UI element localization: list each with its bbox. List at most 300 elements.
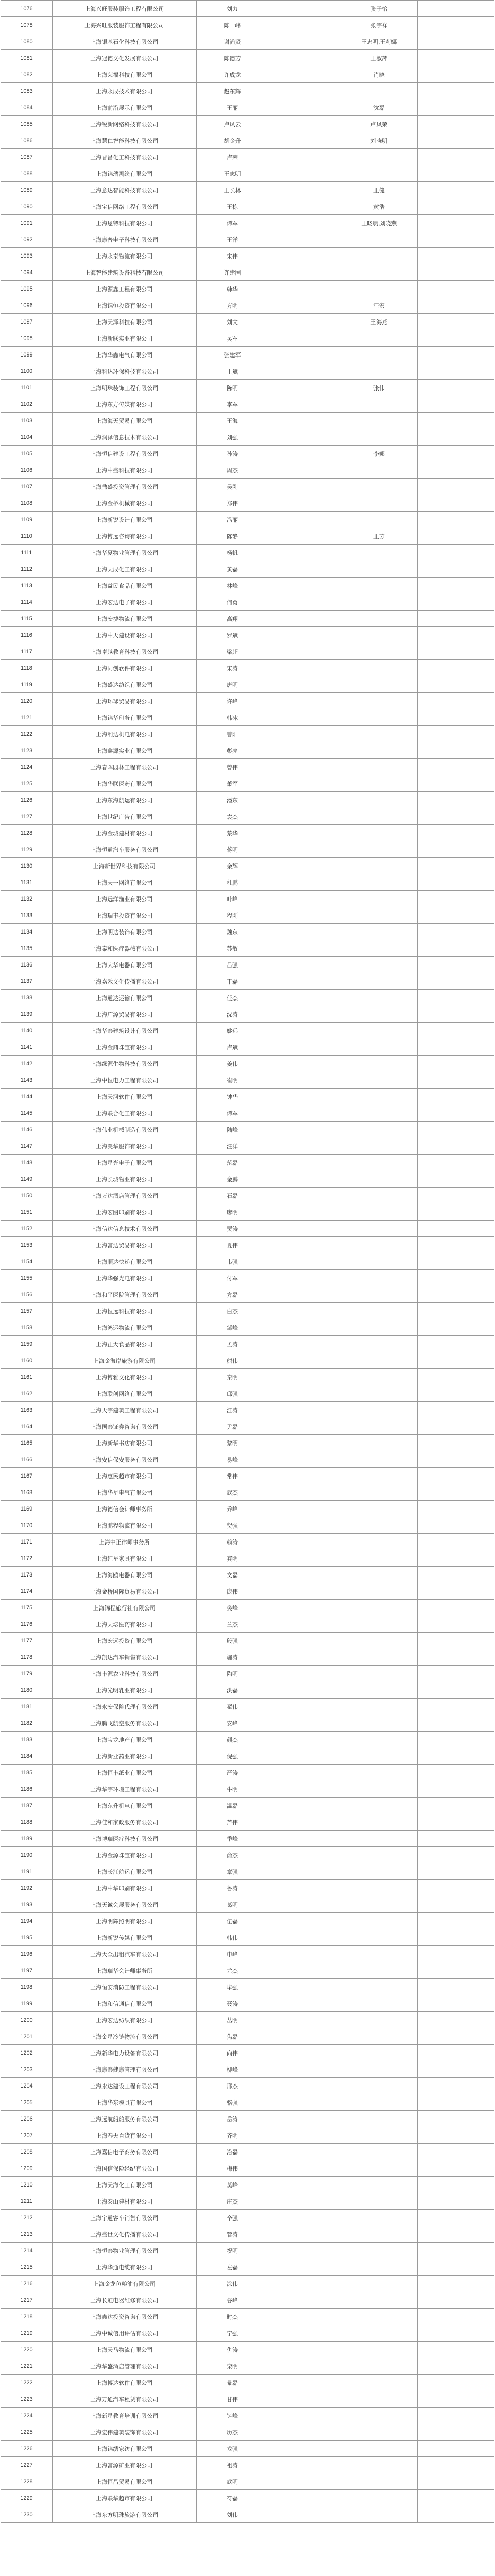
table-row	[1, 50, 494, 66]
row-name-1: 谢尚贤	[197, 33, 269, 49]
row-name-2	[268, 1979, 340, 1995]
row-note	[418, 2061, 494, 2077]
row-note	[418, 2490, 494, 2506]
row-name-1: 谭军	[197, 1105, 269, 1121]
row-unit: 上海锦程旅行社有限公司	[53, 1600, 197, 1616]
row-seq: 1154	[1, 1253, 53, 1269]
table-row	[1, 248, 494, 264]
row-name-1: 岳涛	[197, 2111, 269, 2127]
row-name-3	[340, 1616, 418, 1632]
row-unit: 上海明珠装饰工程有限公司	[53, 380, 197, 396]
row-unit: 上海泰和医疗器械有限公司	[53, 940, 197, 956]
table-row	[1, 594, 494, 611]
row-name-2	[268, 1237, 340, 1253]
row-note	[418, 858, 494, 874]
row-name-1: 王志明	[197, 165, 269, 181]
table-row	[1, 1023, 494, 1039]
table-row	[1, 874, 494, 891]
row-name-1: 郑伟	[197, 495, 269, 511]
row-name-3	[340, 726, 418, 742]
row-name-2	[268, 1517, 340, 1533]
row-name-1: 姜伟	[197, 1056, 269, 1072]
row-name-2	[268, 1732, 340, 1748]
row-unit: 上海宏远投资有限公司	[53, 1633, 197, 1649]
row-seq: 1129	[1, 841, 53, 857]
row-name-3	[340, 1929, 418, 1945]
row-unit: 上海东方明珠旅游有限公司	[53, 2506, 197, 2522]
row-unit: 上海光明乳业有限公司	[53, 1682, 197, 1698]
row-name-3	[340, 2358, 418, 2374]
row-unit: 上海和平医院管理有限公司	[53, 1286, 197, 1302]
row-seq: 1190	[1, 1847, 53, 1863]
row-unit: 上海利达机电有限公司	[53, 726, 197, 742]
row-name-3	[340, 924, 418, 940]
row-name-1: 张建军	[197, 347, 269, 363]
row-note	[418, 446, 494, 462]
row-unit: 上海和信通信有限公司	[53, 1995, 197, 2011]
row-unit: 上海恒丰纸业有限公司	[53, 1765, 197, 1781]
table-row	[1, 1286, 494, 1303]
row-note	[418, 2441, 494, 2456]
row-name-1: 袁杰	[197, 808, 269, 824]
row-unit: 上海通达运输有限公司	[53, 990, 197, 1006]
row-name-1: 甘伟	[197, 2391, 269, 2407]
row-seq: 1179	[1, 1666, 53, 1682]
row-seq: 1119	[1, 676, 53, 692]
table-row	[1, 1831, 494, 1847]
table-row	[1, 479, 494, 495]
row-name-1: 梁超	[197, 643, 269, 659]
table-row	[1, 2325, 494, 2342]
row-name-2	[268, 907, 340, 923]
row-note	[418, 2375, 494, 2391]
table-row	[1, 2457, 494, 2473]
row-seq: 1146	[1, 1122, 53, 1138]
row-name-2	[268, 2226, 340, 2242]
row-unit: 上海富达贸易有限公司	[53, 1237, 197, 1253]
row-note	[418, 1501, 494, 1517]
row-seq: 1080	[1, 33, 53, 49]
row-unit: 上海恒泰物业管理有限公司	[53, 2243, 197, 2259]
row-name-1: 向伟	[197, 2045, 269, 2061]
row-name-2	[268, 1962, 340, 1978]
row-unit: 上海东升机电有限公司	[53, 1798, 197, 1814]
row-note	[418, 2094, 494, 2110]
row-note	[418, 990, 494, 1006]
row-name-2	[268, 2193, 340, 2209]
row-name-3	[340, 940, 418, 956]
row-name-1: 卢荣	[197, 149, 269, 165]
row-name-2	[268, 759, 340, 775]
row-name-3	[340, 1237, 418, 1253]
row-name-3	[340, 2441, 418, 2456]
row-name-1: 陈静	[197, 528, 269, 544]
row-name-3	[340, 1946, 418, 1962]
row-seq: 1148	[1, 1155, 53, 1171]
row-name-1: 王斌	[197, 363, 269, 379]
table-row	[1, 330, 494, 347]
row-unit: 上海宝龙地产有限公司	[53, 1732, 197, 1748]
table-row	[1, 1072, 494, 1089]
table-row	[1, 2094, 494, 2111]
row-name-2	[268, 1880, 340, 1896]
row-seq: 1189	[1, 1831, 53, 1846]
row-name-1: 江涛	[197, 1402, 269, 1418]
row-name-2	[268, 2177, 340, 2193]
row-seq: 1177	[1, 1633, 53, 1649]
row-unit: 上海绿源生物科技有限公司	[53, 1056, 197, 1072]
row-name-3: 汪宏	[340, 297, 418, 313]
row-name-1: 栾明	[197, 2358, 269, 2374]
row-name-3: 黄浩	[340, 198, 418, 214]
row-name-1: 刘强	[197, 429, 269, 445]
row-name-2	[268, 1550, 340, 1566]
table-row	[1, 2061, 494, 2078]
row-unit: 上海明达装饰有限公司	[53, 924, 197, 940]
table-row	[1, 231, 494, 248]
row-seq: 1105	[1, 446, 53, 462]
row-unit: 上海万通汽车租赁有限公司	[53, 2391, 197, 2407]
row-name-2	[268, 17, 340, 33]
row-seq: 1084	[1, 99, 53, 115]
row-name-1: 赵东辉	[197, 83, 269, 99]
row-seq: 1175	[1, 1600, 53, 1616]
row-name-3	[340, 1550, 418, 1566]
row-seq: 1223	[1, 2391, 53, 2407]
table-row	[1, 2045, 494, 2061]
row-note	[418, 709, 494, 725]
table-row	[1, 2243, 494, 2259]
row-name-2	[268, 1567, 340, 1583]
row-unit: 上海宏伟建筑装饰有限公司	[53, 2424, 197, 2440]
table-row	[1, 1814, 494, 1831]
row-name-1: 王海	[197, 413, 269, 429]
row-name-2	[268, 578, 340, 594]
row-note	[418, 825, 494, 841]
row-unit: 上海锦绣家纺有限公司	[53, 2441, 197, 2456]
row-seq: 1153	[1, 1237, 53, 1253]
row-name-3	[340, 2276, 418, 2292]
row-note	[418, 1418, 494, 1434]
row-name-3	[340, 2127, 418, 2143]
row-seq: 1115	[1, 611, 53, 626]
row-name-2	[268, 594, 340, 610]
row-name-3	[340, 1484, 418, 1500]
row-unit: 上海大华电器有限公司	[53, 957, 197, 973]
row-name-1: 何勇	[197, 594, 269, 610]
row-note	[418, 528, 494, 544]
row-name-1: 刘文	[197, 314, 269, 330]
row-name-3	[340, 578, 418, 594]
row-name-1: 柳峰	[197, 2061, 269, 2077]
row-unit: 上海新世界科技有限公司	[53, 858, 197, 874]
row-name-1: 吴刚	[197, 479, 269, 495]
row-note	[418, 297, 494, 313]
row-name-1: 潘东	[197, 792, 269, 808]
row-name-1: 安峰	[197, 1715, 269, 1731]
row-note	[418, 50, 494, 66]
row-unit: 上海盛世文化传播有限公司	[53, 2226, 197, 2242]
row-name-3	[340, 594, 418, 610]
row-name-3	[340, 330, 418, 346]
table-row	[1, 759, 494, 775]
row-note	[418, 1979, 494, 1995]
row-unit: 上海锦华印务有限公司	[53, 709, 197, 725]
row-name-3	[340, 1303, 418, 1319]
row-unit: 上海恒昌贸易有限公司	[53, 2473, 197, 2489]
row-note	[418, 231, 494, 247]
row-note	[418, 1336, 494, 1352]
row-unit: 上海兴旺服装服饰工程有限公司	[53, 17, 197, 33]
row-unit: 上海中诚信用评估有限公司	[53, 2325, 197, 2341]
row-note	[418, 429, 494, 445]
row-name-1: 孙涛	[197, 446, 269, 462]
row-unit: 上海大众出租汽车有限公司	[53, 1946, 197, 1962]
row-name-2	[268, 281, 340, 297]
row-seq: 1143	[1, 1072, 53, 1088]
table-row	[1, 2309, 494, 2325]
row-name-2	[268, 1171, 340, 1187]
row-unit: 上海春晖园林工程有限公司	[53, 759, 197, 775]
row-seq: 1102	[1, 396, 53, 412]
row-unit: 上海博瑞医疗科技有限公司	[53, 1831, 197, 1846]
row-name-3	[340, 2144, 418, 2160]
row-name-2	[268, 709, 340, 725]
table-row	[1, 1122, 494, 1138]
row-unit: 上海康普电子科技有限公司	[53, 231, 197, 247]
row-note	[418, 1204, 494, 1220]
row-seq: 1203	[1, 2061, 53, 2077]
table-row	[1, 1501, 494, 1517]
row-seq: 1134	[1, 924, 53, 940]
row-unit: 上海东海航运有限公司	[53, 792, 197, 808]
row-name-2	[268, 1006, 340, 1022]
row-seq: 1118	[1, 660, 53, 676]
row-name-2	[268, 2078, 340, 2094]
table-row	[1, 2391, 494, 2408]
row-name-1: 曾伟	[197, 759, 269, 775]
row-name-1: 钭峰	[197, 2408, 269, 2424]
row-name-2	[268, 1633, 340, 1649]
row-unit: 上海新星教育培训有限公司	[53, 2408, 197, 2424]
row-seq: 1137	[1, 973, 53, 989]
row-name-1: 洪磊	[197, 1682, 269, 1698]
row-name-3	[340, 2012, 418, 2028]
row-name-3	[340, 858, 418, 874]
table-row	[1, 1138, 494, 1155]
row-unit: 上海锐新网络科技有限公司	[53, 116, 197, 132]
row-seq: 1199	[1, 1995, 53, 2011]
row-seq: 1161	[1, 1369, 53, 1385]
table-row	[1, 2375, 494, 2391]
row-name-1: 历杰	[197, 2424, 269, 2440]
table-row	[1, 2441, 494, 2457]
row-name-1: 林峰	[197, 578, 269, 594]
row-seq: 1126	[1, 792, 53, 808]
row-seq: 1167	[1, 1468, 53, 1484]
row-name-2	[268, 990, 340, 1006]
row-name-2	[268, 1666, 340, 1682]
row-name-1: 陈德芳	[197, 50, 269, 66]
row-name-1: 王栋	[197, 198, 269, 214]
row-name-1: 季峰	[197, 1831, 269, 1846]
row-name-1: 崔明	[197, 1072, 269, 1088]
row-note	[418, 561, 494, 577]
row-note	[418, 347, 494, 363]
row-unit: 上海恒信建设工程有限公司	[53, 446, 197, 462]
row-unit: 上海凯达汽车销售有限公司	[53, 1649, 197, 1665]
row-name-3	[340, 2078, 418, 2094]
row-name-2	[268, 1896, 340, 1912]
row-name-3	[340, 1600, 418, 1616]
row-unit: 上海恒远科技有限公司	[53, 1303, 197, 1319]
row-note	[418, 2292, 494, 2308]
row-note	[418, 1995, 494, 2011]
row-name-3	[340, 907, 418, 923]
table-row	[1, 1237, 494, 1253]
row-seq: 1150	[1, 1188, 53, 1204]
row-unit: 上海国泰证券咨询有限公司	[53, 1418, 197, 1434]
row-name-1: 刘力	[197, 1, 269, 16]
row-unit: 上海天一网络有限公司	[53, 874, 197, 890]
row-unit: 上海新锐设计有限公司	[53, 512, 197, 528]
row-name-2	[268, 1122, 340, 1138]
row-seq: 1165	[1, 1435, 53, 1451]
table-row	[1, 2127, 494, 2144]
row-name-3	[340, 1105, 418, 1121]
row-unit: 上海永达建设工程有限公司	[53, 2078, 197, 2094]
row-name-3: 王晓晨,刘晓燕	[340, 215, 418, 231]
row-note	[418, 1534, 494, 1550]
row-seq: 1224	[1, 2408, 53, 2424]
row-name-2	[268, 2259, 340, 2275]
row-name-1: 谭军	[197, 215, 269, 231]
row-seq: 1144	[1, 1089, 53, 1105]
table-row	[1, 2226, 494, 2243]
table-row	[1, 1253, 494, 1270]
row-unit: 上海安信保安服务有限公司	[53, 1451, 197, 1467]
row-name-1: 廖明	[197, 1204, 269, 1220]
row-name-1: 殷强	[197, 1633, 269, 1649]
row-unit: 上海恒通汽车服务有限公司	[53, 841, 197, 857]
row-name-2	[268, 1155, 340, 1171]
row-note	[418, 165, 494, 181]
row-unit: 上海鹏程物流有限公司	[53, 1517, 197, 1533]
row-name-1: 方磊	[197, 1286, 269, 1302]
row-note	[418, 1451, 494, 1467]
row-name-1: 沈涛	[197, 1006, 269, 1022]
table-row	[1, 1979, 494, 1995]
row-unit: 上海金桥国际贸易有限公司	[53, 1583, 197, 1599]
table-row	[1, 1600, 494, 1616]
table-row	[1, 429, 494, 446]
row-name-3	[340, 1352, 418, 1368]
row-note	[418, 1352, 494, 1368]
row-unit: 上海嘉信电子商务有限公司	[53, 2144, 197, 2160]
row-note	[418, 1616, 494, 1632]
row-name-1: 陶明	[197, 1666, 269, 1682]
row-name-3	[340, 643, 418, 659]
row-unit: 上海远航船舶服务有限公司	[53, 2111, 197, 2127]
table-row	[1, 1188, 494, 1204]
row-name-1: 涂伟	[197, 2276, 269, 2292]
row-unit: 上海天海化工有限公司	[53, 2177, 197, 2193]
row-note	[418, 1798, 494, 1814]
row-name-1: 兰杰	[197, 1616, 269, 1632]
row-unit: 上海宏达纺织有限公司	[53, 2012, 197, 2028]
row-unit: 上海东方传媒有限公司	[53, 396, 197, 412]
row-seq: 1214	[1, 2243, 53, 2259]
row-note	[418, 2127, 494, 2143]
row-name-2	[268, 693, 340, 709]
row-note	[418, 495, 494, 511]
table-row	[1, 1781, 494, 1798]
row-seq: 1152	[1, 1221, 53, 1236]
row-name-1: 莫峰	[197, 2177, 269, 2193]
row-name-1: 聂涛	[197, 1995, 269, 2011]
row-note	[418, 1633, 494, 1649]
row-name-2	[268, 1484, 340, 1500]
row-name-3	[340, 1204, 418, 1220]
row-note	[418, 198, 494, 214]
row-unit: 上海腾飞航空服务有限公司	[53, 1715, 197, 1731]
row-name-2	[268, 1270, 340, 1286]
row-name-1: 汪洋	[197, 1138, 269, 1154]
table-row	[1, 1896, 494, 1913]
table-row	[1, 363, 494, 380]
row-name-2	[268, 2028, 340, 2044]
row-name-2	[268, 1056, 340, 1072]
row-name-3	[340, 792, 418, 808]
row-name-2	[268, 808, 340, 824]
row-name-2	[268, 1814, 340, 1830]
table-row	[1, 2490, 494, 2506]
row-seq: 1086	[1, 132, 53, 148]
table-row	[1, 940, 494, 957]
row-seq: 1216	[1, 2276, 53, 2292]
row-note	[418, 2078, 494, 2094]
row-name-2	[268, 1188, 340, 1204]
row-name-2	[268, 149, 340, 165]
row-name-1: 庄杰	[197, 2193, 269, 2209]
row-name-3	[340, 1765, 418, 1781]
row-seq: 1110	[1, 528, 53, 544]
row-name-2	[268, 1831, 340, 1846]
row-seq: 1124	[1, 759, 53, 775]
row-name-3	[340, 545, 418, 561]
row-seq: 1151	[1, 1204, 53, 1220]
row-unit: 上海华星电气有限公司	[53, 1484, 197, 1500]
row-name-2	[268, 1204, 340, 1220]
row-seq: 1157	[1, 1303, 53, 1319]
row-unit: 上海宇通客车销售有限公司	[53, 2210, 197, 2226]
row-name-2	[268, 1534, 340, 1550]
row-seq: 1112	[1, 561, 53, 577]
row-unit: 上海天河软件有限公司	[53, 1089, 197, 1105]
row-unit: 上海宏达电子有限公司	[53, 594, 197, 610]
row-note	[418, 940, 494, 956]
table-row	[1, 2292, 494, 2309]
table-row	[1, 2078, 494, 2094]
row-seq: 1094	[1, 264, 53, 280]
row-unit: 上海华夏物业管理有限公司	[53, 545, 197, 561]
row-seq: 1083	[1, 83, 53, 99]
row-note	[418, 792, 494, 808]
row-name-3	[340, 2045, 418, 2061]
row-note	[418, 1468, 494, 1484]
row-note	[418, 1155, 494, 1171]
row-unit: 上海博雅文化有限公司	[53, 1369, 197, 1385]
